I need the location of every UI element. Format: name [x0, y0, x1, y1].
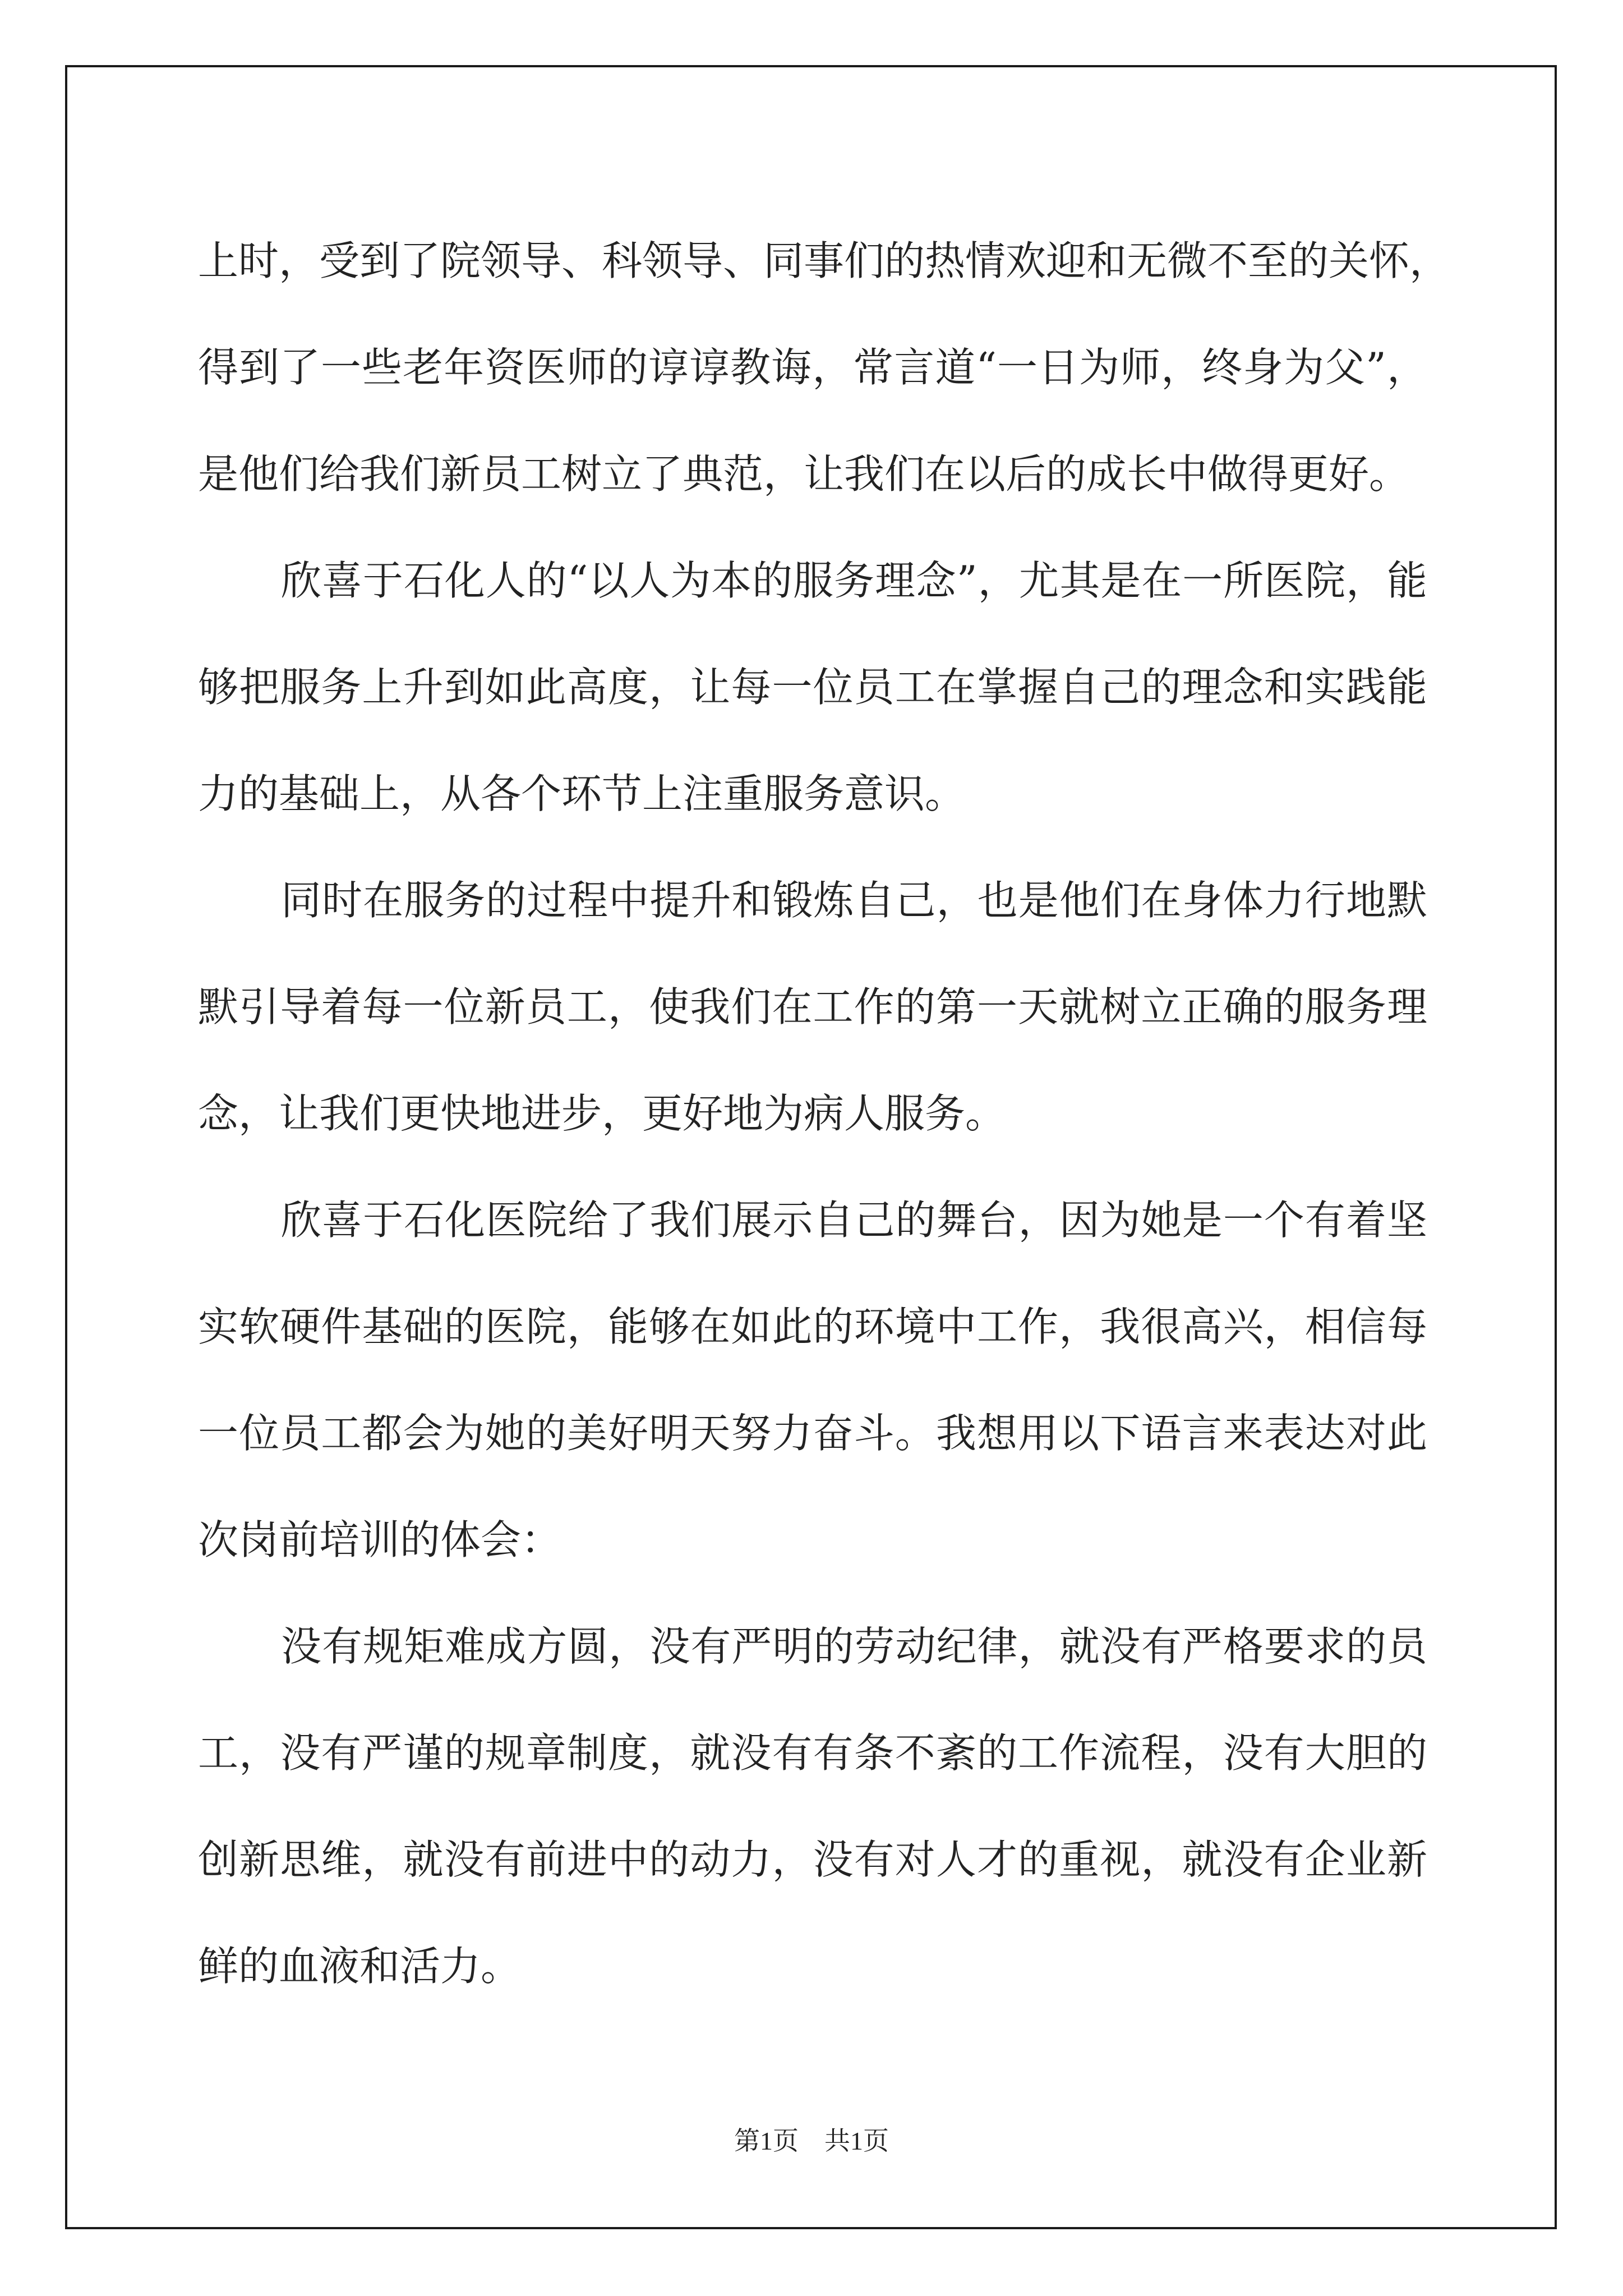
document-body — [198, 208, 1450, 2019]
paragraph-2-line-2: 够把服务上升到如此高度，让每一位员工在掌握自己的理念和实践能 — [198, 664, 1427, 711]
paragraph-4-line-4: 次岗前培训的体会： — [198, 1516, 562, 1563]
paragraph-2-line-3: 力的基础上，从各个环节上注重服务意识。 — [198, 770, 966, 817]
paragraph-5-line-3: 创新思维，就没有前进中的动力，没有对人才的重视，就没有企业新 — [198, 1836, 1427, 1883]
paragraph-4-line-3: 一位员工都会为她的美好明天努力奋斗。我想用以下语言来表达对此 — [198, 1410, 1427, 1457]
paragraph-3-line-2: 默引导着每一位新员工，使我们在工作的第一天就树立正确的服务理 — [198, 983, 1427, 1030]
paragraph-1-line-1: 上时，受到了院领导、科领导、同事们的热情欢迎和无微不至的关怀， — [198, 237, 1450, 284]
paragraph-3-line-1: 同时在服务的过程中提升和锻炼自己，也是他们在身体力行地默 — [281, 877, 1427, 924]
paragraph-1-line-3: 是他们给我们新员工树立了典范，让我们在以后的成长中做得更好。 — [198, 450, 1410, 498]
paragraph-5-line-4: 鲜的血液和活力。 — [198, 1943, 522, 1990]
paragraph-5-line-1: 没有规矩难成方圆，没有严明的劳动纪律，就没有严格要求的员 — [281, 1623, 1427, 1670]
paragraph-4-line-1: 欣喜于石化医院给了我们展示自己的舞台，因为她是一个有着坚 — [281, 1197, 1427, 1244]
paragraph-1-line-2: 得到了一些老年资医师的谆谆教诲，常言道“一日为师，终身为父”， — [198, 344, 1427, 391]
paragraph-5-line-2: 工，没有严谨的规章制度，就没有有条不紊的工作流程，没有大胆的 — [198, 1729, 1427, 1777]
page-number-footer: 第1页 共1页 — [734, 2127, 889, 2155]
paragraph-3-line-3: 念，让我们更快地进步，更好地为病人服务。 — [198, 1090, 1006, 1137]
paragraph-4-line-2: 实软硬件基础的医院，能够在如此的环境中工作，我很高兴，相信每 — [198, 1303, 1427, 1350]
paragraph-2-line-1: 欣喜于石化人的“以人为本的服务理念”，尤其是在一所医院，能 — [281, 557, 1427, 604]
